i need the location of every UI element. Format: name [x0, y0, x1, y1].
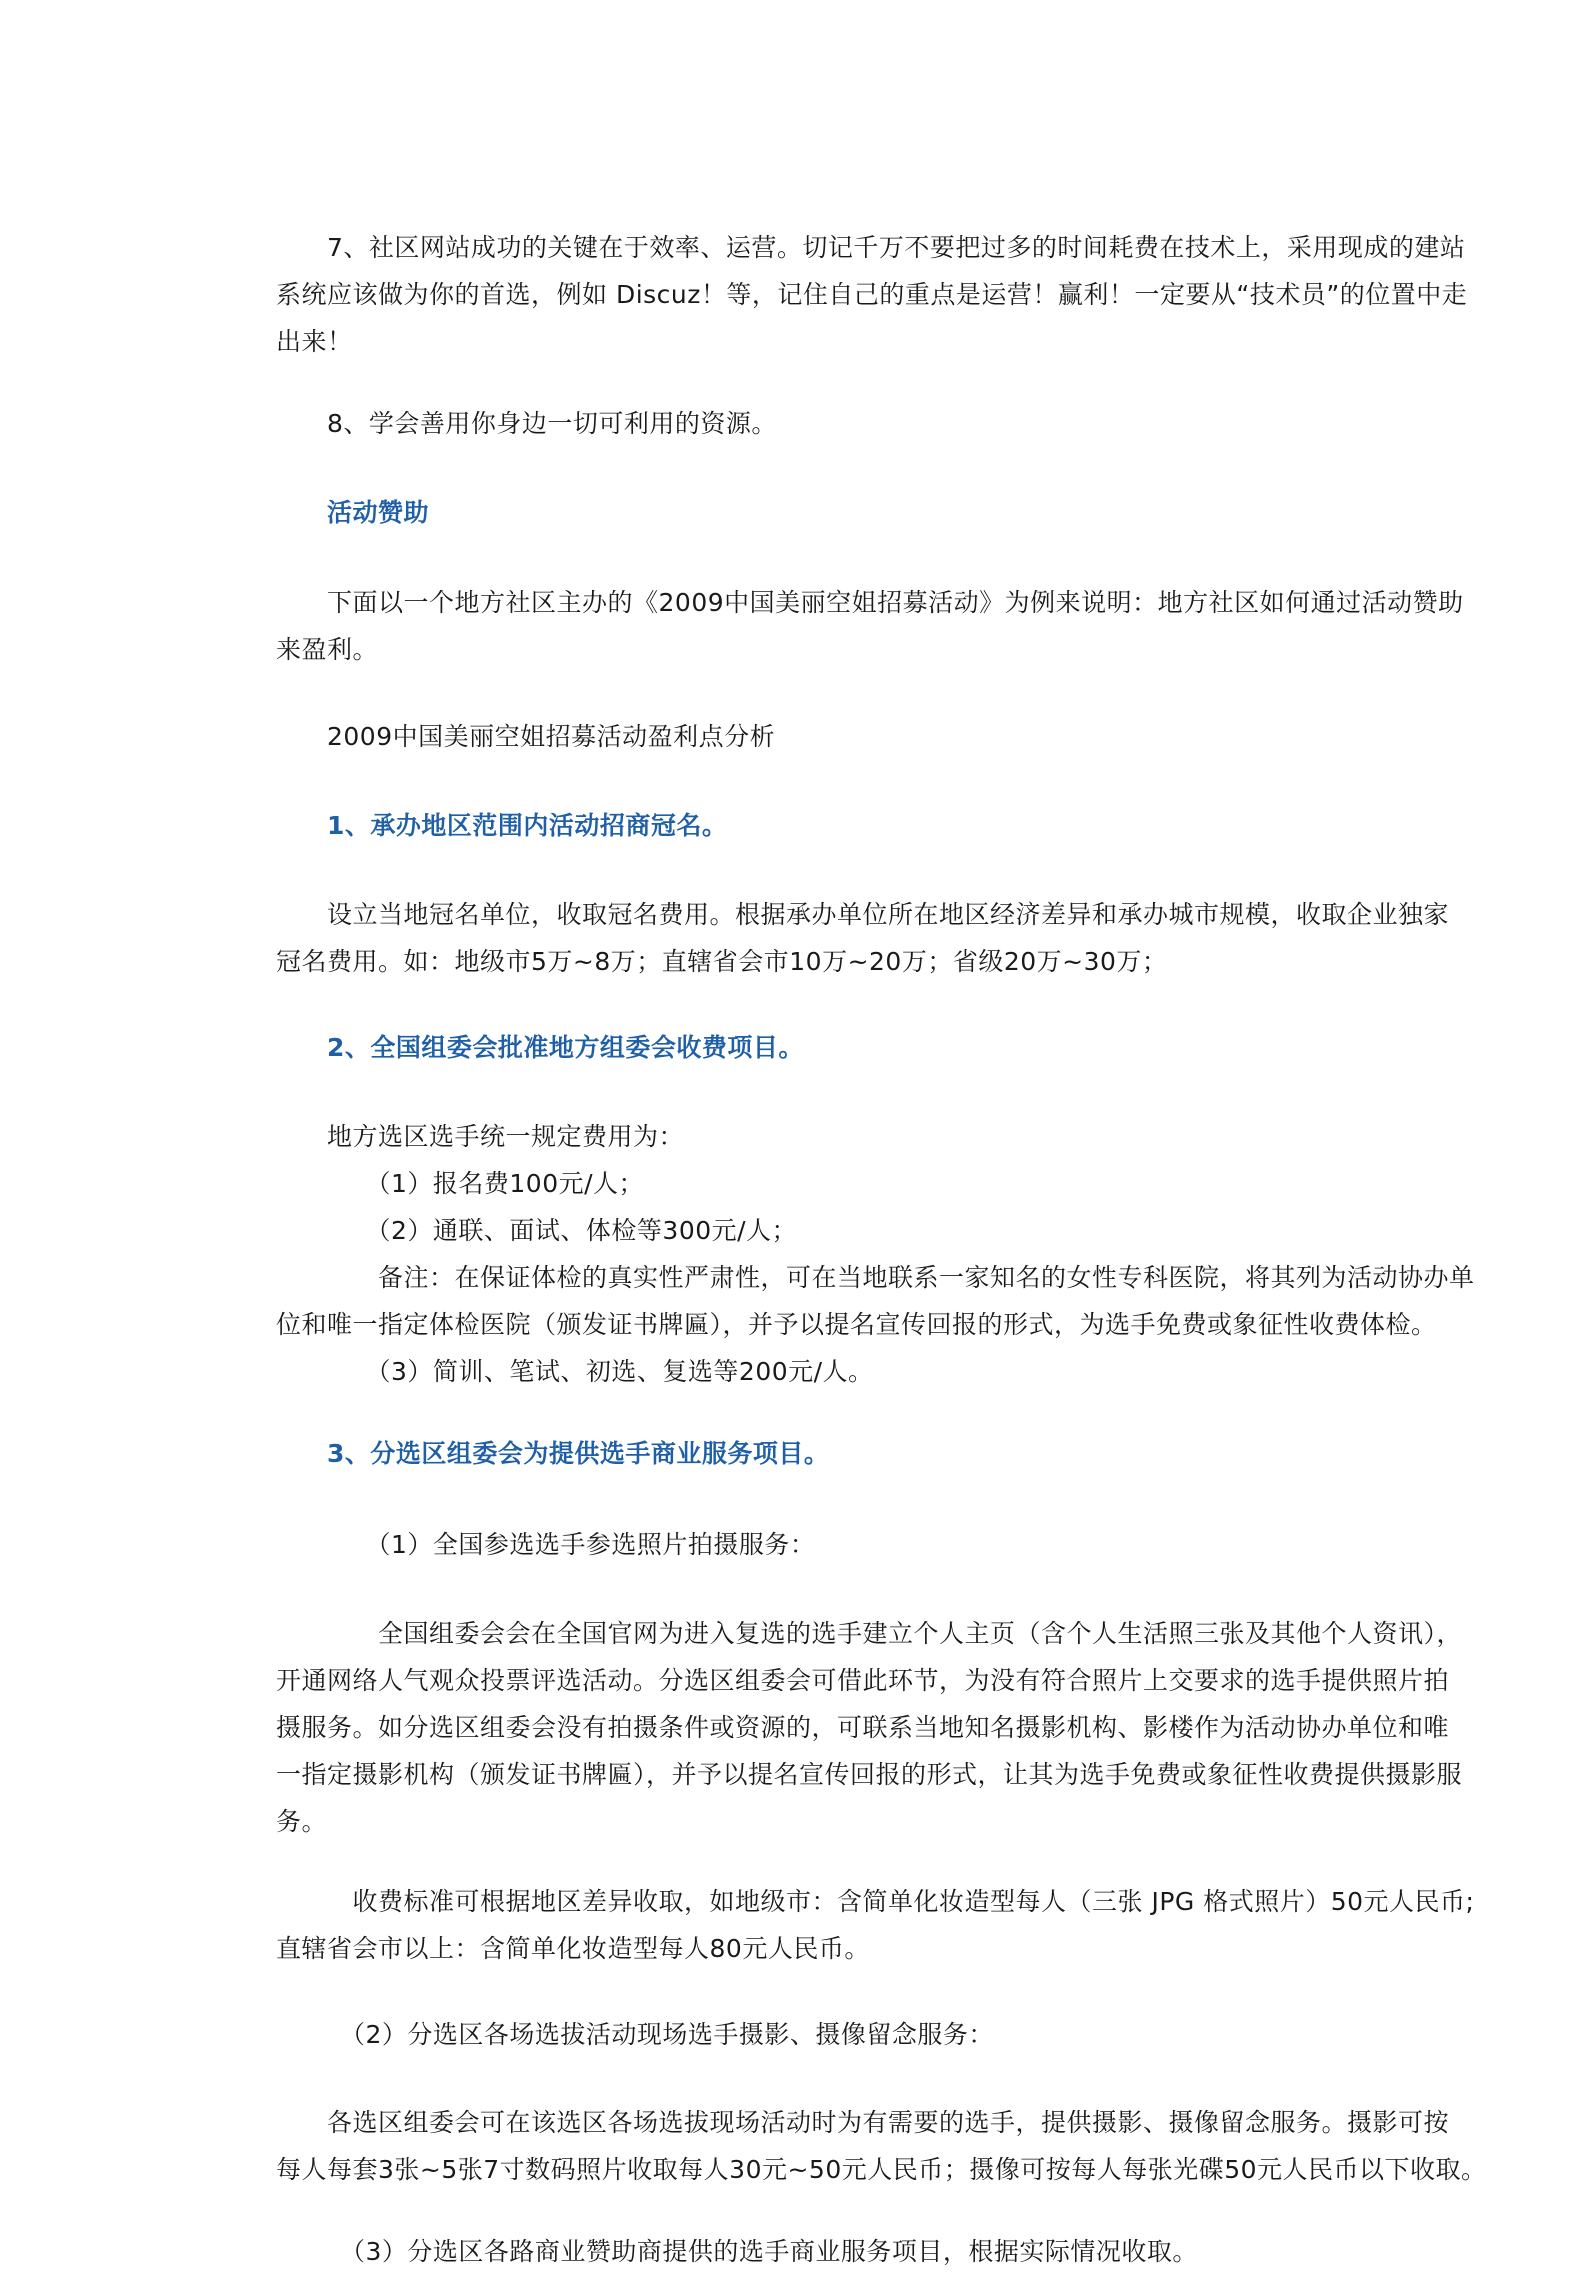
text-line: 系统应该做为你的首选，例如 Discuz！等，记住自己的重点是运营！赢利！一定要从“技术员”的位置中走 [276, 280, 1468, 309]
text-line: 设立当地冠名单位，收取冠名费用。根据承办单位所在地区经济差异和承办城市规模，收取企业独家 [276, 900, 1450, 929]
section-heading-sponsorship: 活动赞助 [276, 498, 430, 527]
text-line: 地方选区选手统一规定费用为： [276, 1122, 685, 1151]
paragraph-point-1 [276, 891, 1516, 985]
text-line: 冠名费用。如：地级市5万~8万；直辖省会市10万~20万；省级20万~30万； [276, 947, 1168, 976]
text-line: 开通网络人气观众投票评选活动。分选区组委会可借此环节，为没有符合照片上交要求的选手提供照片拍 [276, 1666, 1450, 1695]
heading-point-3: 3、分选区组委会为提供选手商业服务项目。 [276, 1439, 830, 1468]
subheading-onsite-service: （2）分选区各场选拔活动现场选手摄影、摄像留念服务： [276, 2020, 994, 2049]
heading-point-2: 2、全国组委会批准地方组委会收费项目。 [276, 1033, 804, 1062]
paragraph-intro [276, 579, 1516, 673]
text-line: 全国组委会会在全国官网为进入复选的选手建立个人主页（含个人生活照三张及其他个人资讯）， [276, 1619, 1463, 1648]
text-line: 下面以一个地方社区主办的《2009中国美丽空姐招募活动》为例来说明：地方社区如何通过活动赞助 [276, 588, 1464, 617]
text-line: 位和唯一指定体检医院（颁发证书牌匾），并予以提名宣传回报的形式，为选手免费或象征性收费体检。 [276, 1310, 1437, 1339]
text-line: （2）通联、面试、体检等300元/人； [276, 1216, 798, 1245]
subheading-photo-service: （1）全国参选选手参选照片拍摄服务： [276, 1530, 816, 1559]
text-line: 摄服务。如分选区组委会没有拍摄条件或资源的，可联系当地知名摄影机构、影楼作为活动协办单位和唯 [276, 1713, 1450, 1742]
text-line: （3）分选区各路商业赞助商提供的选手商业服务项目，根据实际情况收取。 [276, 2237, 1198, 2266]
text-line: （1）报名费100元/人； [276, 1169, 645, 1198]
text-line: 务。 [276, 1807, 328, 1836]
analysis-title: 2009中国美丽空姐招募活动盈利点分析 [276, 722, 776, 751]
paragraph-point-2 [276, 1113, 1516, 1395]
text-line: 出来！ [276, 327, 353, 356]
text-line: 直辖省会市以上：含简单化妆造型每人80元人民币。 [276, 1934, 870, 1963]
text-line: 收费标准可根据地区差异收取，如地级市：含简单化妆造型每人（三张 JPG 格式照片）50元人民币; [276, 1887, 1475, 1916]
text-line: 备注：在保证体检的真实性严肃性，可在当地联系一家知名的女性专科医院，将其列为活动协办单 [276, 1263, 1475, 1292]
paragraph-cut-off [276, 2228, 1516, 2266]
text-line: 来盈利。 [276, 635, 379, 664]
paragraph-fee-standard [276, 1878, 1516, 1972]
paragraph-item-8 [276, 400, 1516, 447]
heading-point-1: 1、承办地区范围内活动招商冠名。 [276, 811, 728, 840]
text-line: 每人每套3张~5张7寸数码照片收取每人30元~50元人民币；摄像可按每人每张光碟50元人民币以下收取。 [276, 2155, 1487, 2184]
text-line: （3）简训、笔试、初选、复选等200元/人。 [276, 1357, 874, 1386]
text-line: 8、学会善用你身边一切可利用的资源。 [276, 409, 777, 438]
text-line: 7、社区网站成功的关键在于效率、运营。切记千万不要把过多的时间耗费在技术上，采用现成的建站 [276, 233, 1466, 262]
text-line: 一指定摄影机构（颁发证书牌匾），并予以提名宣传回报的形式，让其为选手免费或象征性收费提供摄影服 [276, 1760, 1463, 1789]
text-line: 各选区组委会可在该选区各场选拔现场活动时为有需要的选手，提供摄影、摄像留念服务。摄影可按 [276, 2108, 1450, 2137]
paragraph-onsite-service [276, 2099, 1516, 2193]
paragraph-item-7 [276, 224, 1516, 365]
paragraph-photo-service [276, 1610, 1516, 1845]
